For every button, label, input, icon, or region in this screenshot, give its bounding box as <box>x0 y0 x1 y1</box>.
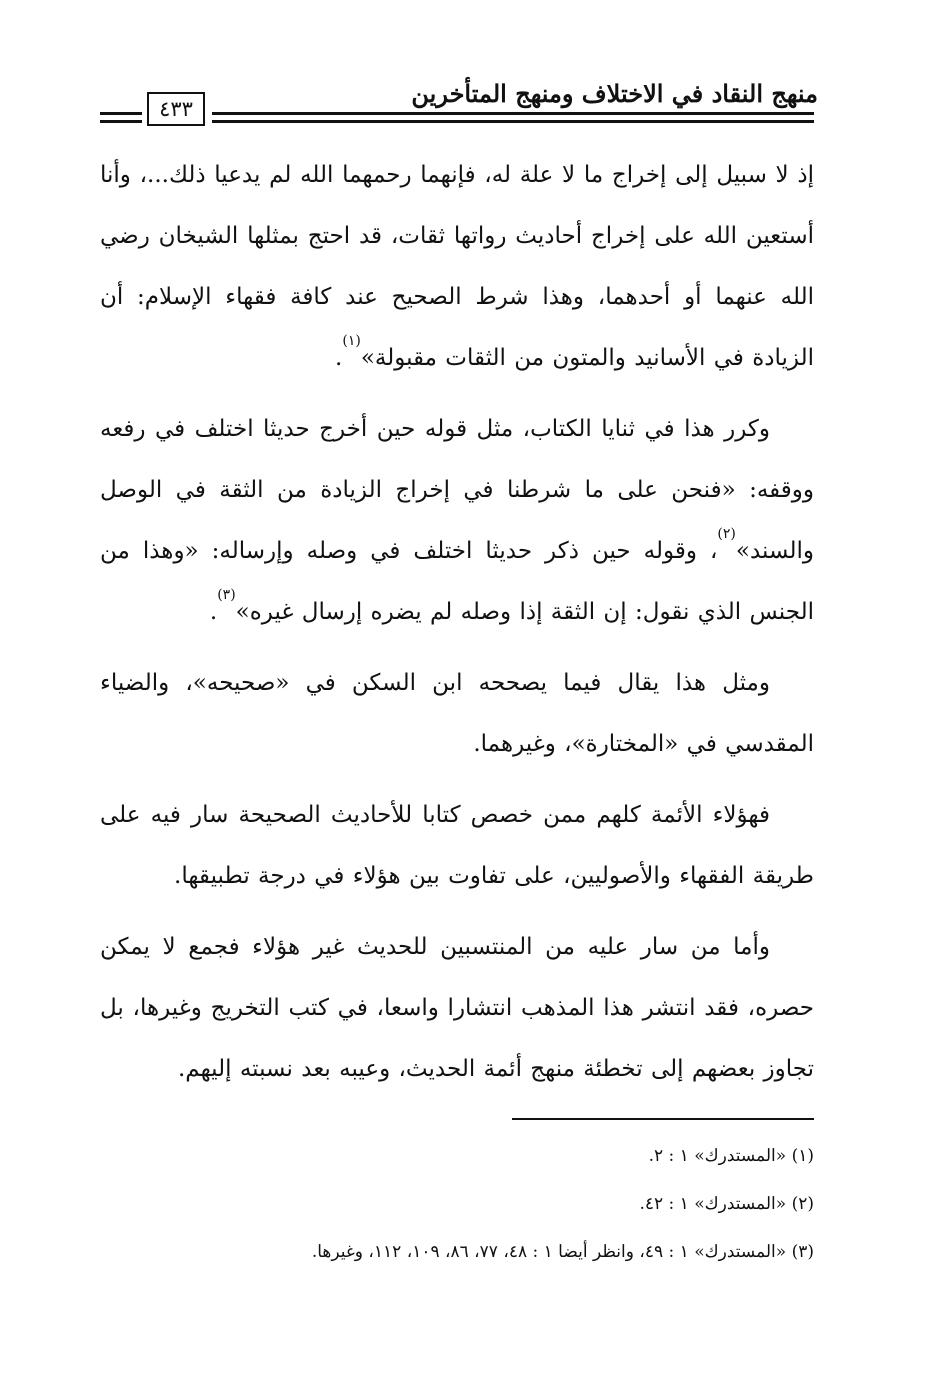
main-text <box>100 145 814 1100</box>
running-title: منهج النقاد في الاختلاف ومنهج المتأخرين <box>411 79 818 108</box>
footnote-ref-2: (٢) <box>717 526 736 542</box>
footnote-separator <box>512 1118 814 1120</box>
paragraph-text: إذ لا سبيل إلى إخراج ما لا علة له، فإنهما رحمهما الله لم يدعيا ذلك...، وأنا أستعين الله على إخراج أحاديث رواتها ثقات، قد احتج بمثلها الشيخان رضي الله عنهما أو أحدهما، وهذا شرط الصحيح عند كافة فقهاء الإسلام: أن الزيادة في الأسانيد والمتون من الثقات مقبولة» <box>100 162 814 371</box>
footnote-ref-3: (٣) <box>217 587 236 603</box>
paragraph-end: . <box>209 599 218 625</box>
paragraph-text: ومثل هذا يقال فيما يصححه ابن السكن في «صحيحه»، والضياء المقدسي في «المختارة»، وغيرهما. <box>100 670 814 757</box>
page-number: ٤٣٣ <box>147 92 205 126</box>
footnote-ref-1: (١) <box>342 333 361 349</box>
paragraph-text: وكرر هذا في ثنايا الكتاب، مثل قوله حين أخرج حديثا اختلف في رفعه ووقفه: «فنحن على ما شرطنا في إخراج الزيادة من الثقة في الوصل والسند» <box>100 416 814 564</box>
header-rule-right-top <box>212 112 814 115</box>
footnote-3: (٣) «المستدرك» ١ : ٤٩، وانظر أيضا ١ : ٤٨، ٧٧، ٨٦، ١٠٩، ١١٢، وغيرها. <box>311 1242 814 1262</box>
header-rule-left-bottom <box>100 120 142 123</box>
header-rule-right-bottom <box>212 120 814 123</box>
footnotes <box>100 1132 814 1276</box>
paragraph-3 <box>100 653 814 775</box>
paragraph-text-continued: ، وقوله حين ذكر حديثا اختلف في وصله وإرساله: «وهذا من الجنس الذي نقول: إن الثقة إذا وصله لم يضره إرسال غيره» <box>100 538 814 625</box>
footnote-1: (١) «المستدرك» ١ : ٢. <box>648 1146 814 1166</box>
footnote-2: (٢) «المستدرك» ١ : ٤٢. <box>639 1194 814 1214</box>
paragraph-text: وأما من سار عليه من المنتسبين للحديث غير هؤلاء فجمع لا يمكن حصره، فقد انتشر هذا المذهب انتشارا واسعا، في كتب التخريج وغيرها، بل تجاوز بعضهم إلى تخطئة منهج أئمة الحديث، وعيبه بعد نسبته إليهم. <box>100 934 814 1082</box>
paragraph-end: . <box>335 345 343 371</box>
paragraph-2 <box>100 399 814 643</box>
header-rule-left-top <box>100 112 142 115</box>
paragraph-text: فهؤلاء الأئمة كلهم ممن خصص كتابا للأحاديث الصحيحة سار فيه على طريقة الفقهاء والأصوليين، على تفاوت بين هؤلاء في درجة تطبيقها. <box>100 802 814 889</box>
paragraph-4 <box>100 785 814 907</box>
paragraph-1 <box>100 145 814 389</box>
paragraph-5 <box>100 917 814 1100</box>
